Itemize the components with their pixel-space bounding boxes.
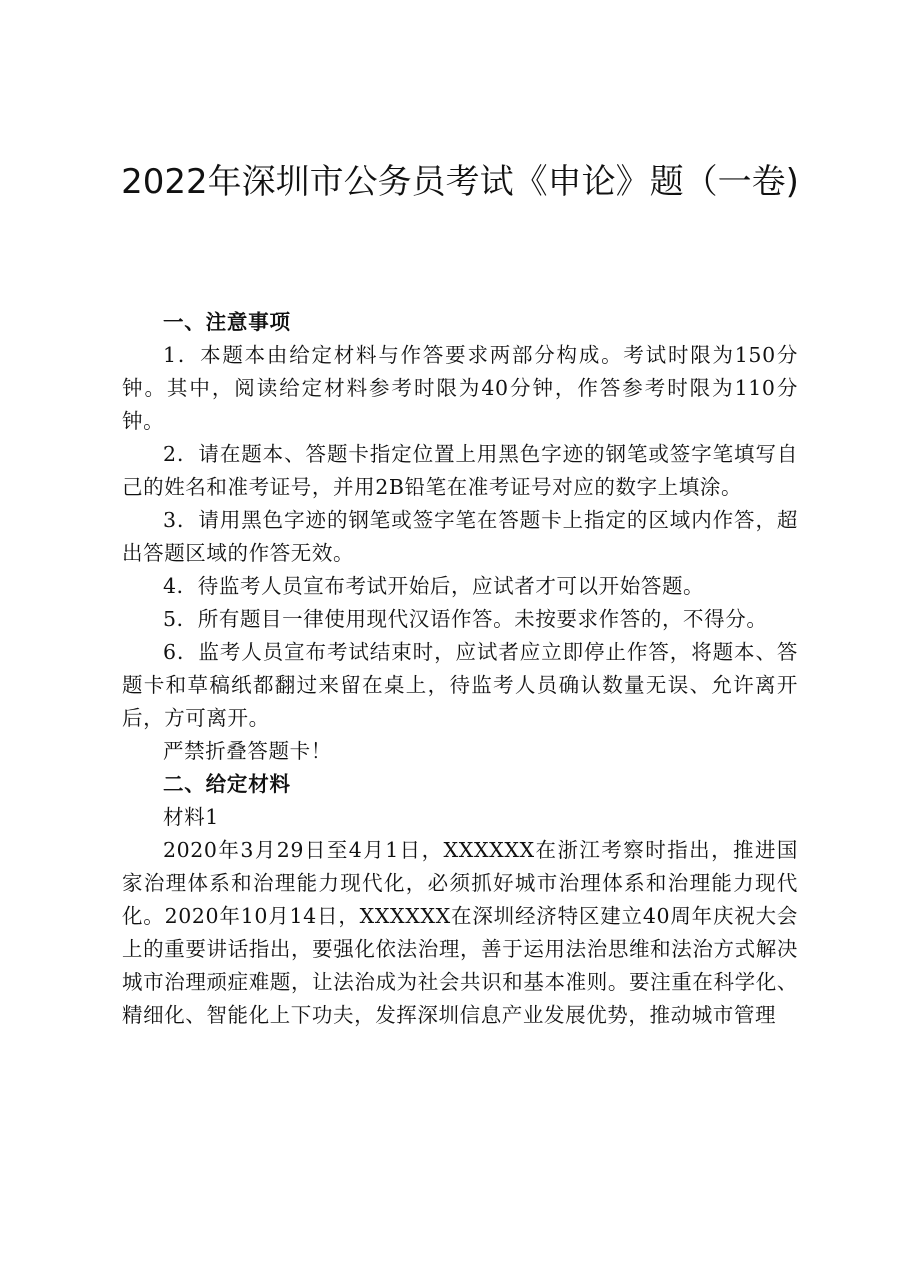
document-body [122,306,798,1032]
material-paragraph: 2020年3月29日至4月1日，XXXXXX在浙江考察时指出，推进国家治理体系和治理能力现代化，必须抓好城市治理体系和治理能力现代化。2020年10月14日，XXXXXX在深圳经济特区建立40周年庆祝大会上的重要讲话指出，要强化依法治理，善于运用法治思维和法治方式解决城市治理顽症难题，让法治成为社会共识和基本准则。要注重在科学化、精细化、智能化上下功夫，发挥深圳信息产业发展优势，推动城市管理 [122,838,798,1027]
notice-item-2: 2．请在题本、答题卡指定位置上用黑色字迹的钢笔或签字笔填写自己的姓名和准考证号，并用2B铅笔在准考证号对应的数字上填涂。 [122,442,798,499]
notice-item-3: 3．请用黑色字迹的钢笔或签字笔在答题卡上指定的区域内作答，超出答题区域的作答无效。 [122,508,798,565]
notice-item-4: 4．待监考人员宣布考试开始后，应试者才可以开始答题。 [163,574,705,598]
material-label: 材料1 [163,805,219,829]
notice-item-5: 5．所有题目一律使用现代汉语作答。未按要求作答的，不得分。 [163,607,768,631]
warning-text: 严禁折叠答题卡！ [163,739,332,763]
document-title: 2022年深圳市公务员考试《申论》题（一卷) [121,162,799,202]
notice-heading: 一、注意事项 [163,310,291,334]
notice-item-6: 6．监考人员宣布考试结束时，应试者应立即停止作答，将题本、答题卡和草稿纸都翻过来留在桌上，待监考人员确认数量无误、允许离开后，方可离开。 [122,640,798,730]
notice-item-1: 1．本题本由给定材料与作答要求两部分构成。考试时限为150分钟。其中，阅读给定材料参考时限为40分钟，作答参考时限为110分钟。 [122,343,798,433]
material-heading: 二、给定材料 [163,772,291,796]
